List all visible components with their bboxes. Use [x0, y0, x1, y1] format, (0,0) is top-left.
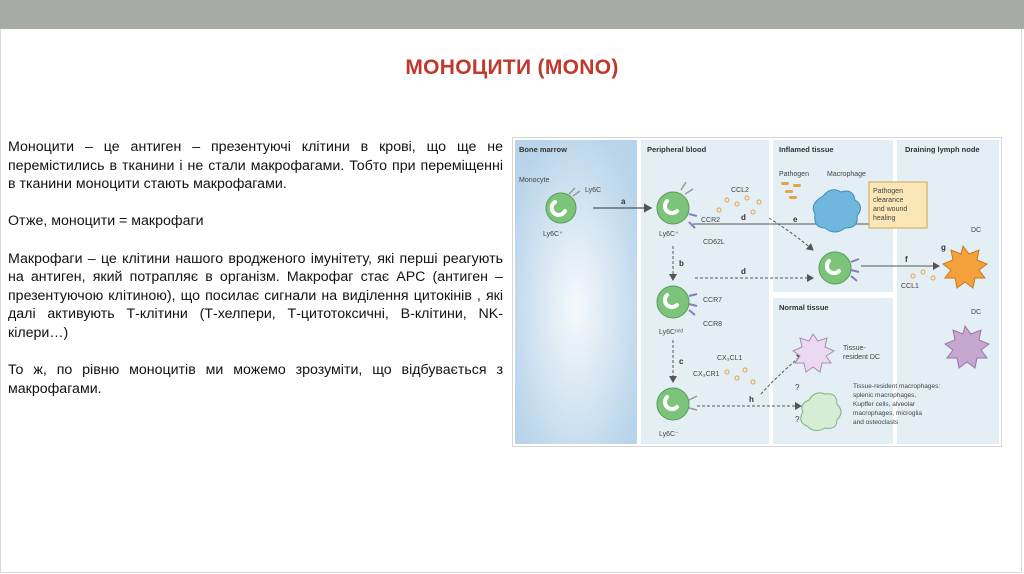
arrow-label-e: e: [793, 215, 798, 224]
label-ly6c-plus-blood: Ly6C⁺: [659, 231, 679, 238]
trm-line-4: macrophages, microglia: [853, 410, 923, 417]
slide-body: [8, 138, 503, 398]
pathogen-box-line-3: and wound: [873, 206, 908, 213]
pathogen-box-line-2: clearance: [873, 197, 904, 204]
pathogen-box-line-4: healing: [873, 215, 896, 222]
arrow-label-f: f: [905, 255, 908, 264]
pathogen-box-line-1: Pathogen: [873, 188, 903, 195]
arrow-label-b: b: [679, 259, 684, 268]
trm-line-5: and osteoclasts: [853, 419, 899, 426]
label-tissue-resident-dc-1: Tissue-: [843, 345, 866, 352]
label-ly6c-plus-bm: Ly6C⁺: [543, 231, 563, 238]
arrow-label-c: c: [679, 357, 684, 366]
label-ccr7: CCR7: [703, 297, 723, 304]
slide-title: МОНОЦИТИ (MONO): [405, 56, 619, 79]
label-monocyte: Monocyte: [519, 177, 550, 184]
monocyte-diagram: [512, 137, 1002, 447]
trm-line-1: Tissue-resident macrophages:: [853, 383, 941, 390]
label-ly6c-minus: Ly6C⁻: [659, 431, 679, 438]
trm-line-2: splenic macrophages,: [853, 392, 917, 399]
top-bar: [0, 0, 1024, 29]
label-ccl1: CCL1: [901, 283, 919, 290]
paragraph-conclusion: Отже, моноцити = макрофаги: [8, 213, 204, 230]
panel-title-normal-tissue: Normal tissue: [779, 303, 829, 312]
arrow-label-d-top: d: [741, 213, 746, 222]
label-tissue-resident-dc-2: resident DC: [843, 354, 880, 361]
arrow-label-g: g: [941, 243, 946, 252]
label-ly6c-marker: Ly6C: [585, 187, 602, 194]
label-dc-top: DC: [971, 227, 982, 234]
label-cx3cl1: CX₃CL1: [717, 355, 743, 362]
question-mark-down: ?: [795, 415, 800, 424]
paragraph-monocyte-level: То ж, по рівню моноцитів ми можемо зрозуміти, що відбувається з макрофагами.: [8, 362, 503, 397]
paragraph-definition: Моноцити – це антиген – презентуючі клітини в крові, що ще не перемістились в тканини і не стали макрофагами. Тобто при переміщенні в тканини моноцити стають макрофагами.: [8, 139, 503, 193]
paragraph-macrophages: Макрофаги – це клітини нашого вродженого імунітету, які перші реагують на антиген, який потрапляє в організм. Макрофаг стає АРС (антиген – презентуючою клітиною), що посилає сигнали на виділення цитокінів , які далі активують Т-клітини (Т-хелпери, Т-цитотоксичні, В-клітини, NK-кілери…): [8, 250, 503, 341]
arrow-label-h: h: [749, 395, 754, 404]
label-dc-bottom: DC: [971, 309, 982, 316]
trm-line-3: Kupffer cells, alveolar: [853, 401, 916, 408]
arrow-label-d-middle: d: [741, 267, 746, 276]
label-ly6c-mid: Ly6Cᵐⁱᵈ: [659, 329, 683, 336]
arrow-label-a: a: [621, 197, 626, 206]
label-ccr8: CCR8: [703, 321, 723, 328]
label-macrophage: Macrophage: [827, 171, 866, 178]
panel-title-inflamed-tissue: Inflamed tissue: [779, 145, 834, 154]
bone-marrow-panel: [515, 140, 637, 444]
panel-title-bone-marrow: Bone marrow: [519, 145, 567, 154]
question-mark-up: ?: [795, 383, 800, 392]
label-cx3cr1: CX₃CR1: [693, 371, 720, 378]
label-ccr2: CCR2: [701, 217, 721, 224]
panel-title-lymph-node: Draining lymph node: [905, 145, 980, 154]
label-ccl2: CCL2: [731, 187, 749, 194]
label-cd62l: CD62L: [703, 239, 725, 246]
label-pathogen: Pathogen: [779, 171, 809, 178]
panel-title-peripheral-blood: Peripheral blood: [647, 145, 707, 154]
